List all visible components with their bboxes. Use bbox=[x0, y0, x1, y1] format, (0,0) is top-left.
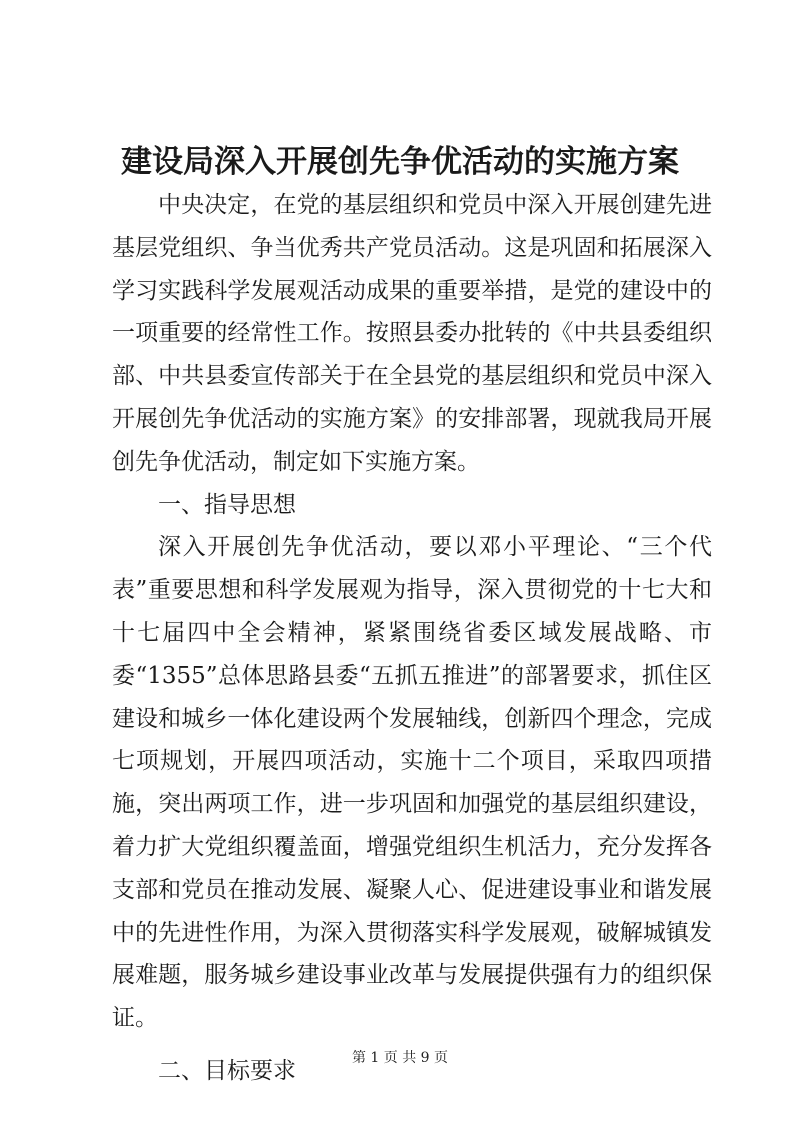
section-paragraph-guiding-ideology: 深入开展创先争优活动，要以邓小平理论、“三个代表”重要思想和科学发展观为指导，深入贯彻党的十七大和十七届四中全会精神，紧紧围绕省委区域发展战略、市委“1355”总体思路县委“五抓五推进”的部署要求，抓住区建设和城乡一体化建设两个发展轴线，创新四个理念，完成七项规划，开展四项活动，实施十二个项目，采取四项措施，突出两项工作，进一步巩固和加强党的基层组织建设，着力扩大党组织覆盖面，增强党组织生机活力，充分发挥各支部和党员在推动发展、凝聚人心、促进建设事业和谐发展中的先进性作用，为深入贯彻落实科学发展观，破解城镇发展难题，服务城乡建设事业改革与发展提供强有力的组织保证。 bbox=[112, 534, 712, 1032]
page-footer bbox=[0, 1048, 800, 1068]
document-title: 建设局深入开展创先争优活动的实施方案 bbox=[121, 144, 679, 180]
intro-paragraph: 中央决定，在党的基层组织和党员中深入开展创建先进基层党组织、争当优秀共产党员活动。这是巩固和拓展深入学习实践科学发展观活动成果的重要举措，是党的建设中的一项重要的经常性工作。按照县委办批转的《中共县委组织部、中共县委宣传部关于在全县党的基层组织和党员中深入开展创先争优活动的实施方案》的安排部署，现就我局开展创先争优活动，制定如下实施方案。 bbox=[112, 192, 712, 475]
section-heading-goals: 二、目标要求 bbox=[158, 1057, 296, 1084]
section-heading-guiding-ideology: 一、指导思想 bbox=[158, 491, 296, 518]
page-number-label: 第 1 页 共 9 页 bbox=[351, 1050, 449, 1066]
document-body bbox=[112, 184, 712, 1093]
